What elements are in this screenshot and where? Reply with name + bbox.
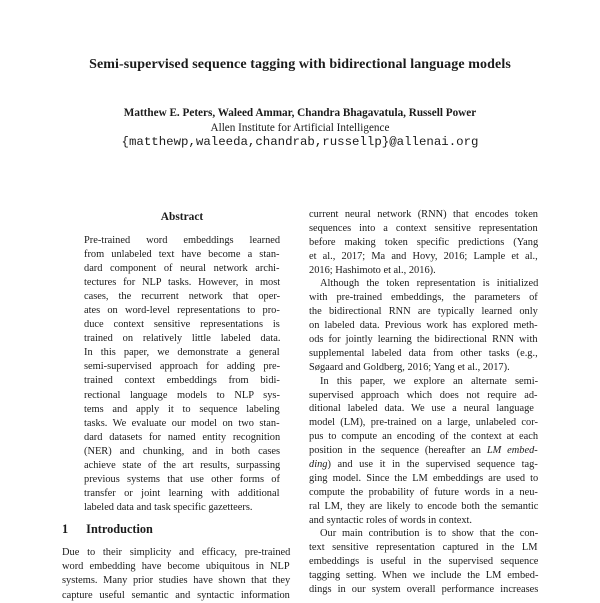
abstract-text xyxy=(84,234,280,515)
text-line: labeled data and task specific gazetteers. xyxy=(84,501,253,513)
text-line: Søgaard and Goldberg, 2016; Yang et al., 2017). xyxy=(309,361,510,373)
text-line: In this paper, we demonstrate a general xyxy=(84,347,280,359)
text-line: model (LM), pre-trained on a large, unlabeled cor- xyxy=(309,417,538,429)
text-line: et al., 2017; Ma and Hovy, 2016; Lample et al., xyxy=(309,250,538,262)
text-line: Our main contribution is to show that the con- xyxy=(320,528,539,540)
text-line: Although the token representation is initialized xyxy=(320,278,539,290)
text-line: ates on word-level representations to pro- xyxy=(84,305,280,317)
text-line: trained on relatively little labeled data. xyxy=(84,333,281,345)
text-line: supervised approach which does not require ad- xyxy=(309,389,538,401)
text-line: dard component of neural network archi- xyxy=(84,263,280,275)
text-line: trained context embeddings from bidi- xyxy=(84,375,280,387)
right-column xyxy=(309,208,538,597)
text-line: duce context sensitive representations is xyxy=(84,319,280,331)
abstract-heading: Abstract xyxy=(160,211,204,223)
introduction-text xyxy=(62,546,290,603)
text-line: previous systems that use other forms of xyxy=(84,473,280,485)
text-line: ditional labeled data. We use a neural language xyxy=(309,403,534,415)
text-line: cases, the recurrent network that oper- xyxy=(84,291,281,303)
text-line: word embedding have become ubiquitous in NLP xyxy=(62,561,290,573)
left-column xyxy=(62,211,290,603)
text-line: 2016; Hashimoto et al., 2016). xyxy=(309,264,436,276)
text-line: ral LM, they are likely to encode both the semantic xyxy=(309,500,539,512)
text-line: supplemental labeled data from other tasks (e.g., xyxy=(309,347,538,359)
text-line: capture useful semantic and syntactic information xyxy=(62,589,290,601)
text-line: and syntactic roles of words in context. xyxy=(309,514,473,526)
text-line: compute the probability of future words in a neu- xyxy=(309,486,538,498)
text-line: before making token specific predictions (Yang xyxy=(309,236,539,248)
text-line: Due to their simplicity and efficacy, pre-trained xyxy=(62,546,291,558)
section-number: 1 xyxy=(62,521,69,536)
text-line: systems. Many prior studies have shown that they xyxy=(62,575,291,587)
text-line: (NER) and chunking, and in both cases xyxy=(84,445,281,457)
text-line: ods for jointly learning the bidirectional RNN with xyxy=(309,334,538,346)
text-line: ding) and use it in the supervised sequence tag- xyxy=(309,459,538,471)
right-column-text xyxy=(309,208,538,597)
paper-authors: Matthew E. Peters, Waleed Ammar, Chandra Bhagavatula, Russell Power xyxy=(123,107,477,119)
text-line: the bidirectional RNN are typically learned only xyxy=(309,306,538,318)
section-title: Introduction xyxy=(86,521,153,536)
text-line: tems and apply it to sequence labeling xyxy=(84,403,280,415)
text-line: current neural network (RNN) that encodes token xyxy=(309,209,539,220)
text-line: semi-supervised approach for adding pre- xyxy=(84,361,281,373)
text-line: tagging setting. When we include the LM embed- xyxy=(309,570,539,582)
text-line: sequences into a context sensitive representation xyxy=(309,222,538,234)
paper-email: {matthewp,waleeda,chandrab,russellp}@allenai.org xyxy=(121,135,479,149)
text-line: pus to compute an encoding of the context at each xyxy=(309,431,539,443)
text-line: tasks. We evaluate our model on two stan- xyxy=(84,417,280,429)
text-line: dard datasets for named entity recognition xyxy=(84,431,281,443)
text-line: Pre-trained word embeddings learned xyxy=(84,235,281,246)
text-line: on labeled data. Previous work has explored meth- xyxy=(309,320,538,332)
text-line: achieve state of the art results, surpassing xyxy=(84,459,281,471)
text-line: from unlabeled text have become a stan- xyxy=(84,249,280,261)
text-line: with pre-trained embeddings, the parameters of xyxy=(309,292,538,304)
paper-affiliation: Allen Institute for Artificial Intelligence xyxy=(210,121,390,134)
text-line: text sensitive representation captured in the LM xyxy=(309,542,538,554)
text-line: ging model. Since the LM embeddings are used to xyxy=(309,472,539,484)
text-line: position in the sequence (hereafter an LM embed- xyxy=(309,445,538,457)
text-line: In this paper, we explore an alternate semi- xyxy=(320,375,539,387)
section-heading-introduction xyxy=(62,522,290,537)
text-line: rectional language models to NLP sys- xyxy=(84,389,280,401)
paper-title: Semi-supervised sequence tagging with bidirectional language models xyxy=(89,57,511,72)
text-line: dings in our system overall performance increases xyxy=(309,584,539,596)
text-line: transfer or joint learning with additional xyxy=(84,487,280,499)
text-line: embeddings is useful in the supervised sequence xyxy=(309,556,539,568)
text-line: tectures for NLP tasks. However, in most xyxy=(84,277,281,289)
